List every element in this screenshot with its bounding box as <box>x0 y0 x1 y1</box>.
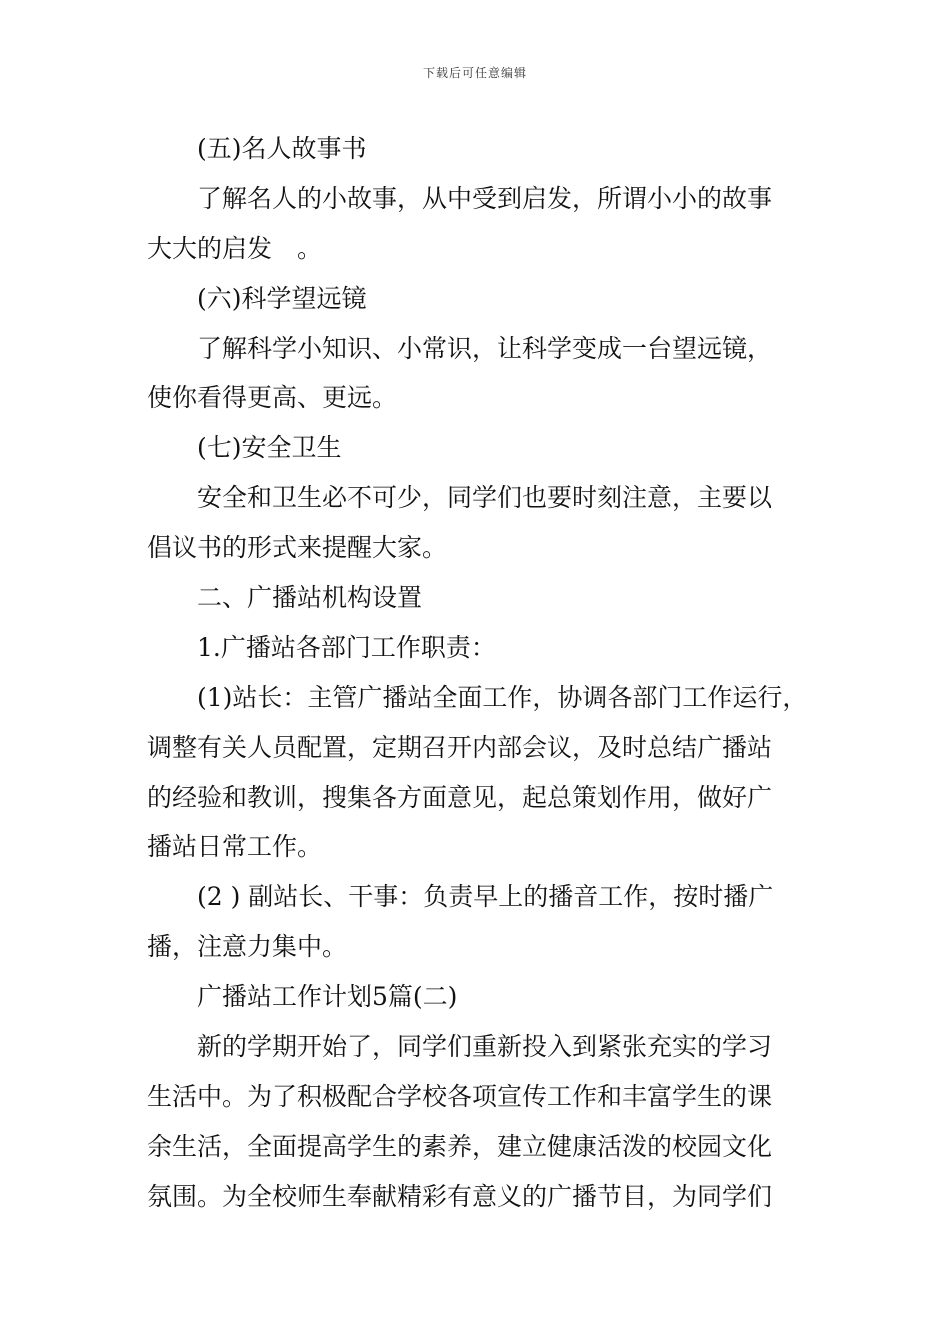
paragraph-line: 余生活，全面提高学生的素养，建立健康活泼的校园文化 <box>147 1131 773 1161</box>
section-heading-5: (五)名人故事书 <box>197 134 367 163</box>
paragraph-line: 播站日常工作。 <box>147 832 323 862</box>
paragraph-line: (2 ) 副站长、干事：负责早上的播音工作，按时播广 <box>197 882 774 912</box>
article-title: 广播站工作计划5篇(二) <box>197 982 458 1012</box>
paragraph-line: 播，注意力集中。 <box>147 932 348 962</box>
subsection-heading: 1.广播站各部门工作职责： <box>197 632 496 662</box>
section-heading-7: (七)安全卫生 <box>197 433 342 463</box>
paragraph-line: 倡议书的形式来提醒大家。 <box>147 533 448 563</box>
paragraph-line: 使你看得更高、更远。 <box>147 383 398 413</box>
paragraph-line: 调整有关人员配置，定期召开内部会议，及时总结广播站 <box>147 732 773 762</box>
paragraph-line: 新的学期开始了，同学们重新投入到紧张充实的学习 <box>197 1032 773 1062</box>
paragraph-line: 安全和卫生必不可少，同学们也要时刻注意，主要以 <box>197 483 773 513</box>
paragraph-line: 的经验和教训，搜集各方面意见，起总策划作用，做好广 <box>147 782 773 812</box>
page-header-note: 下载后可任意编辑 <box>422 66 527 80</box>
section-heading-6: (六)科学望远镜 <box>197 283 367 313</box>
paragraph-line: 了解名人的小故事，从中受到启发，所谓小小的故事 <box>197 183 773 213</box>
paragraph-line: (1)站长：主管广播站全面工作，协调各部门工作运行， <box>197 682 808 712</box>
section-heading-2: 二、广播站机构设置 <box>197 583 423 613</box>
paragraph-line: 氛围。为全校师生奉献精彩有意义的广播节目，为同学们 <box>147 1181 773 1211</box>
document-body <box>147 124 822 1222</box>
paragraph-line: 了解科学小知识、小常识，让科学变成一台望远镜， <box>197 333 773 363</box>
paragraph-line: 大大的启发 。 <box>147 233 323 263</box>
paragraph-line: 生活中。为了积极配合学校各项宣传工作和丰富学生的课 <box>147 1081 773 1111</box>
